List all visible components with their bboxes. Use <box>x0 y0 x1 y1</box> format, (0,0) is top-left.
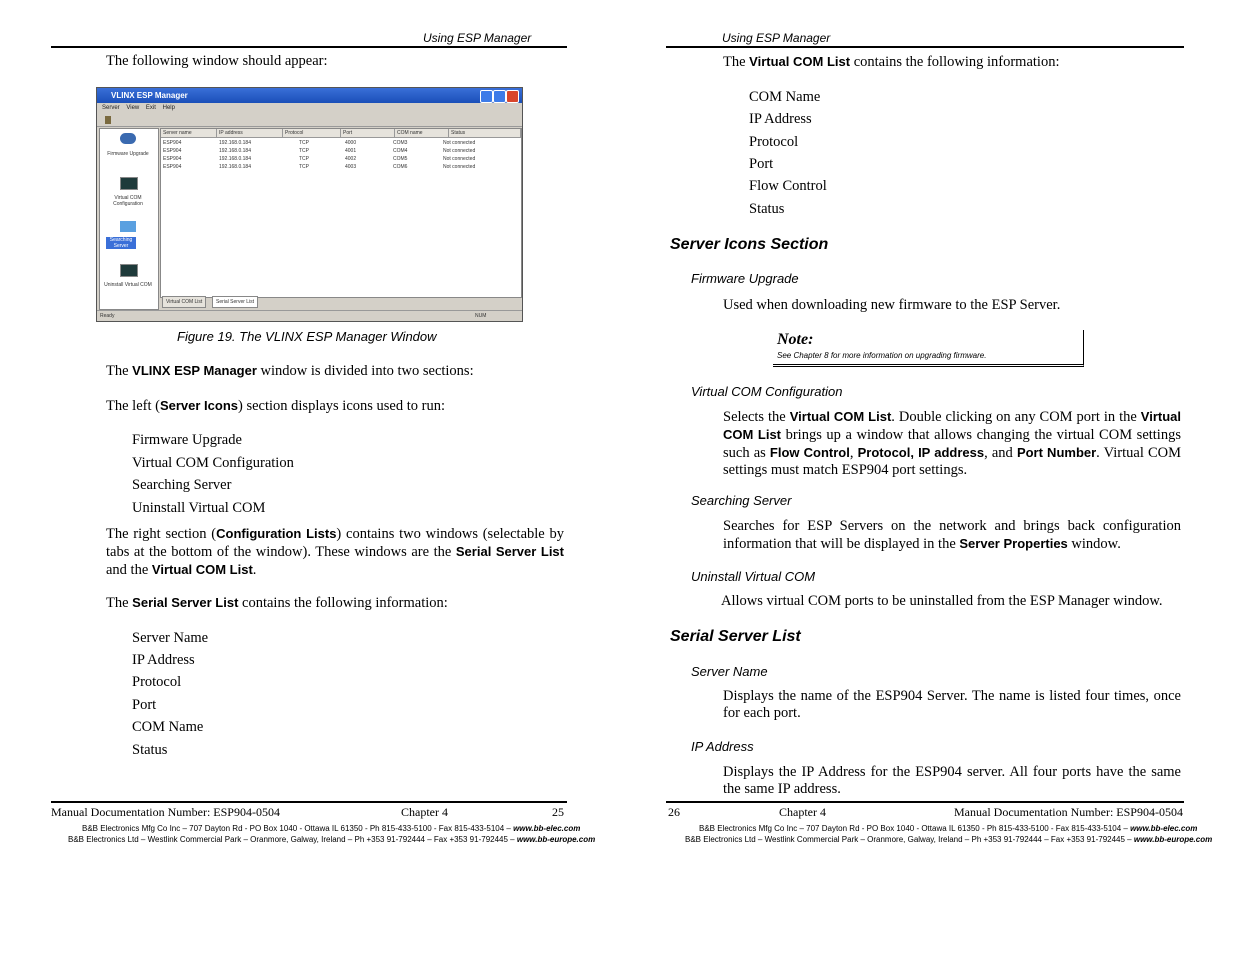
left-header-rule <box>51 46 567 48</box>
right-footer-rule <box>666 801 1184 803</box>
col-status: Status <box>449 129 521 138</box>
left-company-line-2 <box>68 835 595 844</box>
status-num: NUM <box>475 313 487 319</box>
bold-term: Server Icons <box>159 398 238 413</box>
left-page-header: Using ESP Manager <box>423 31 532 45</box>
right-company-line-2 <box>685 835 1212 844</box>
note-text: See Chapter 8 for more information on upgrading firmware. <box>777 351 987 360</box>
text-run: , <box>849 445 858 461</box>
subheading-searching-server: Searching Server <box>691 493 792 508</box>
table-cell: 4003 <box>345 164 357 170</box>
bold-term: Virtual COM List <box>723 409 1181 442</box>
table-cell: 4001 <box>345 148 357 154</box>
text-run: The left ( <box>106 398 160 414</box>
table-cell: ESP904 <box>163 148 182 154</box>
subheading-firmware-upgrade: Firmware Upgrade <box>691 271 799 286</box>
left-footer-doc: Manual Documentation Number: ESP904-0504 <box>51 805 280 819</box>
table-cell: ESP904 <box>163 164 182 170</box>
search-icon <box>120 221 136 232</box>
bold-term: Configuration Lists <box>216 526 337 541</box>
list-item: COM Name <box>132 719 204 735</box>
text-run: Searches for ESP Servers on the network and brings back configuration information that will be displayed in the <box>723 518 1181 552</box>
table-cell: TCP <box>299 148 309 154</box>
searching-server-label: Searching Server <box>106 237 136 249</box>
text-run: and the <box>106 562 152 578</box>
text-run: brings up a window that allows changing the virtual COM settings such as <box>723 427 1181 461</box>
uninstall-virtual-com-text: Allows virtual COM ports to be uninstalled from the ESP Manager window. <box>721 593 1163 609</box>
right-page-header: Using ESP Manager <box>722 31 831 45</box>
list-item: IP Address <box>749 111 812 127</box>
subheading-virtual-com-configuration: Virtual COM Configuration <box>691 384 843 399</box>
text-run: contains the following information: <box>238 595 448 611</box>
table-cell: 192.168.0.184 <box>219 164 251 170</box>
text-run: The <box>106 595 133 611</box>
company-url: www.bb-elec.com <box>513 824 581 833</box>
left-intro-text: The following window should appear: <box>106 53 328 69</box>
text-run: B&B Electronics Ltd – Westlink Commercial Park – Oranmore, Galway, Ireland – Ph +353 91-792444 – Fax +353 91-792445 – <box>685 835 1134 844</box>
subheading-ip-address: IP Address <box>691 739 754 754</box>
right-paragraph-1 <box>723 53 1059 71</box>
virtual-com-icon <box>120 177 138 190</box>
table-cell: COM6 <box>393 164 408 170</box>
firmware-upgrade-text: Used when downloading new firmware to the ESP Server. <box>723 297 1061 313</box>
list-item: Server Name <box>132 630 209 646</box>
server-icons-pane <box>99 128 159 310</box>
table-cell: ESP904 <box>163 140 182 146</box>
virtual-com-label: Virtual COM Configuration <box>113 195 143 207</box>
col-com-name: COM name <box>395 129 449 138</box>
config-list-pane <box>160 128 522 298</box>
list-item: Flow Control <box>749 178 827 194</box>
list-item: Port <box>749 156 774 172</box>
window-toolbar <box>97 114 522 127</box>
table-cell: 4002 <box>345 156 357 162</box>
company-url: www.bb-europe.com <box>1133 835 1213 844</box>
table-cell: 192.168.0.184 <box>219 140 251 146</box>
text-run: B&B Electronics Mfg Co Inc – 707 Dayton Rd - PO Box 1040 - Ottawa IL 61350 - Ph 815-433-5100 - Fax 815-433-5104 – <box>82 824 514 833</box>
table-cell: TCP <box>299 140 309 146</box>
minimize-icon <box>480 90 493 103</box>
section-heading-server-icons: Server Icons Section <box>670 236 829 253</box>
note-box <box>773 330 1084 367</box>
menu-view: View <box>126 105 140 111</box>
col-port: Port <box>341 129 395 138</box>
table-cell: 4000 <box>345 140 357 146</box>
tab-virtual-com-list: Virtual COM List <box>162 296 206 308</box>
text-run: ) contains two windows (selectable by tabs at the bottom of the window). These windows are the <box>106 526 564 560</box>
window-menubar <box>97 103 522 114</box>
right-footer-chapter: Chapter 4 <box>779 805 826 819</box>
tab-serial-server-list: Serial Server List <box>212 296 258 308</box>
table-cell: COM5 <box>393 156 408 162</box>
text-run: window is divided into two sections: <box>256 363 474 379</box>
uninstall-label: Uninstall Virtual COM <box>104 282 152 288</box>
text-run: B&B Electronics Ltd – Westlink Commercial Park – Oranmore, Galway, Ireland – Ph +353 91-792444 – Fax +353 91-792445 – <box>68 835 517 844</box>
section-heading-serial-server-list: Serial Server List <box>670 628 801 645</box>
table-cell: COM3 <box>393 140 408 146</box>
text-run: . <box>252 562 257 578</box>
bold-term: Virtual COM List <box>151 562 253 577</box>
firmware-upgrade-icon <box>120 133 136 144</box>
maximize-icon <box>493 90 506 103</box>
list-item: COM Name <box>749 89 821 105</box>
bold-term: Virtual COM List <box>789 409 892 424</box>
window-title: VLINX ESP Manager <box>111 91 188 100</box>
right-footer-doc: Manual Documentation Number: ESP904-0504 <box>954 805 1183 819</box>
bold-term: Serial Server List <box>455 544 564 559</box>
col-protocol: Protocol <box>283 129 341 138</box>
left-paragraph-2 <box>106 397 445 415</box>
text-run: . Double clicking on any COM port in the <box>891 409 1141 425</box>
bold-term: Flow Control <box>769 445 850 460</box>
list-item: IP Address <box>132 652 195 668</box>
list-item: Status <box>132 742 168 758</box>
close-icon <box>506 90 519 103</box>
ip-address-text: Displays the IP Address for the ESP904 server. All four ports have the same the same IP address. <box>723 764 1181 797</box>
server-name-text: Displays the name of the ESP904 Server. The name is listed four times, once for each port. <box>723 688 1181 721</box>
list-item: Uninstall Virtual COM <box>132 500 266 516</box>
text-run: ) section displays icons used to run: <box>238 398 446 414</box>
bold-term: Port Number <box>1016 445 1097 460</box>
left-footer-rule <box>51 801 567 803</box>
left-footer-chapter: Chapter 4 <box>401 805 448 819</box>
searching-server-text <box>723 518 1181 553</box>
right-footer-page-number: 26 <box>668 805 680 819</box>
table-cell: ESP904 <box>163 156 182 162</box>
company-url: www.bb-europe.com <box>516 835 596 844</box>
bold-term: Virtual COM List <box>749 54 851 69</box>
left-company-line-1 <box>82 824 580 833</box>
status-bar <box>97 310 522 322</box>
right-company-line-1 <box>699 824 1197 833</box>
virtual-com-configuration-text <box>723 408 1181 479</box>
table-cell: 192.168.0.184 <box>219 156 251 162</box>
bold-term: VLINX ESP Manager <box>132 363 257 378</box>
table-cell: TCP <box>299 164 309 170</box>
text-run: contains the following information: <box>850 54 1060 70</box>
company-url: www.bb-elec.com <box>1130 824 1198 833</box>
left-paragraph-3 <box>106 525 564 579</box>
list-item: Firmware Upgrade <box>132 432 242 448</box>
left-paragraph-4 <box>106 594 448 612</box>
subheading-server-name: Server Name <box>691 664 768 679</box>
col-server-name: Server name <box>161 129 217 138</box>
list-item: Protocol <box>132 674 182 690</box>
table-cell: COM4 <box>393 148 408 154</box>
uninstall-icon <box>120 264 138 277</box>
list-item: Status <box>749 201 785 217</box>
list-item: Port <box>132 697 157 713</box>
window-titlebar <box>97 88 522 103</box>
subheading-uninstall-virtual-com: Uninstall Virtual COM <box>691 569 816 584</box>
text-run: window. <box>1067 536 1121 552</box>
menu-server: Server <box>102 105 120 111</box>
figure-caption: Figure 19. The VLINX ESP Manager Window <box>177 329 437 344</box>
bold-term: Serial Server List <box>132 595 239 610</box>
help-tool-icon <box>105 116 111 124</box>
text-run: B&B Electronics Mfg Co Inc – 707 Dayton Rd - PO Box 1040 - Ottawa IL 61350 - Ph 815-433-5100 - Fax 815-433-5104 – <box>699 824 1131 833</box>
menu-help: Help <box>162 105 175 111</box>
text-run: , and <box>984 445 1017 461</box>
text-run: The <box>723 54 750 70</box>
col-ip-address: IP address <box>217 129 283 138</box>
table-cell: Not connected <box>443 148 476 154</box>
table-cell: Not connected <box>443 156 476 162</box>
right-header-rule <box>666 46 1184 48</box>
left-paragraph-1 <box>106 362 474 380</box>
text-run: . Virtual COM settings must match ESP904 port settings. <box>723 445 1182 478</box>
table-cell: Not connected <box>443 140 476 146</box>
table-cell: 192.168.0.184 <box>219 148 251 154</box>
firmware-upgrade-label: Firmware Upgrade <box>107 151 149 157</box>
text-run: The right section ( <box>106 526 217 542</box>
text-run: The <box>106 363 133 379</box>
text-run: Selects the <box>723 409 790 425</box>
list-item: Virtual COM Configuration <box>132 455 294 471</box>
left-footer-page-number: 25 <box>552 805 564 819</box>
status-ready: Ready <box>100 313 115 319</box>
table-cell: Not connected <box>443 164 476 170</box>
table-cell: TCP <box>299 156 309 162</box>
list-item: Protocol <box>749 134 799 150</box>
bold-term: Protocol, IP address <box>857 445 985 460</box>
bold-term: Server Properties <box>959 536 1068 551</box>
menu-exit: Exit <box>145 105 156 111</box>
note-title: Note: <box>777 331 814 348</box>
esp-manager-window-figure <box>96 87 523 322</box>
list-item: Searching Server <box>132 477 232 493</box>
